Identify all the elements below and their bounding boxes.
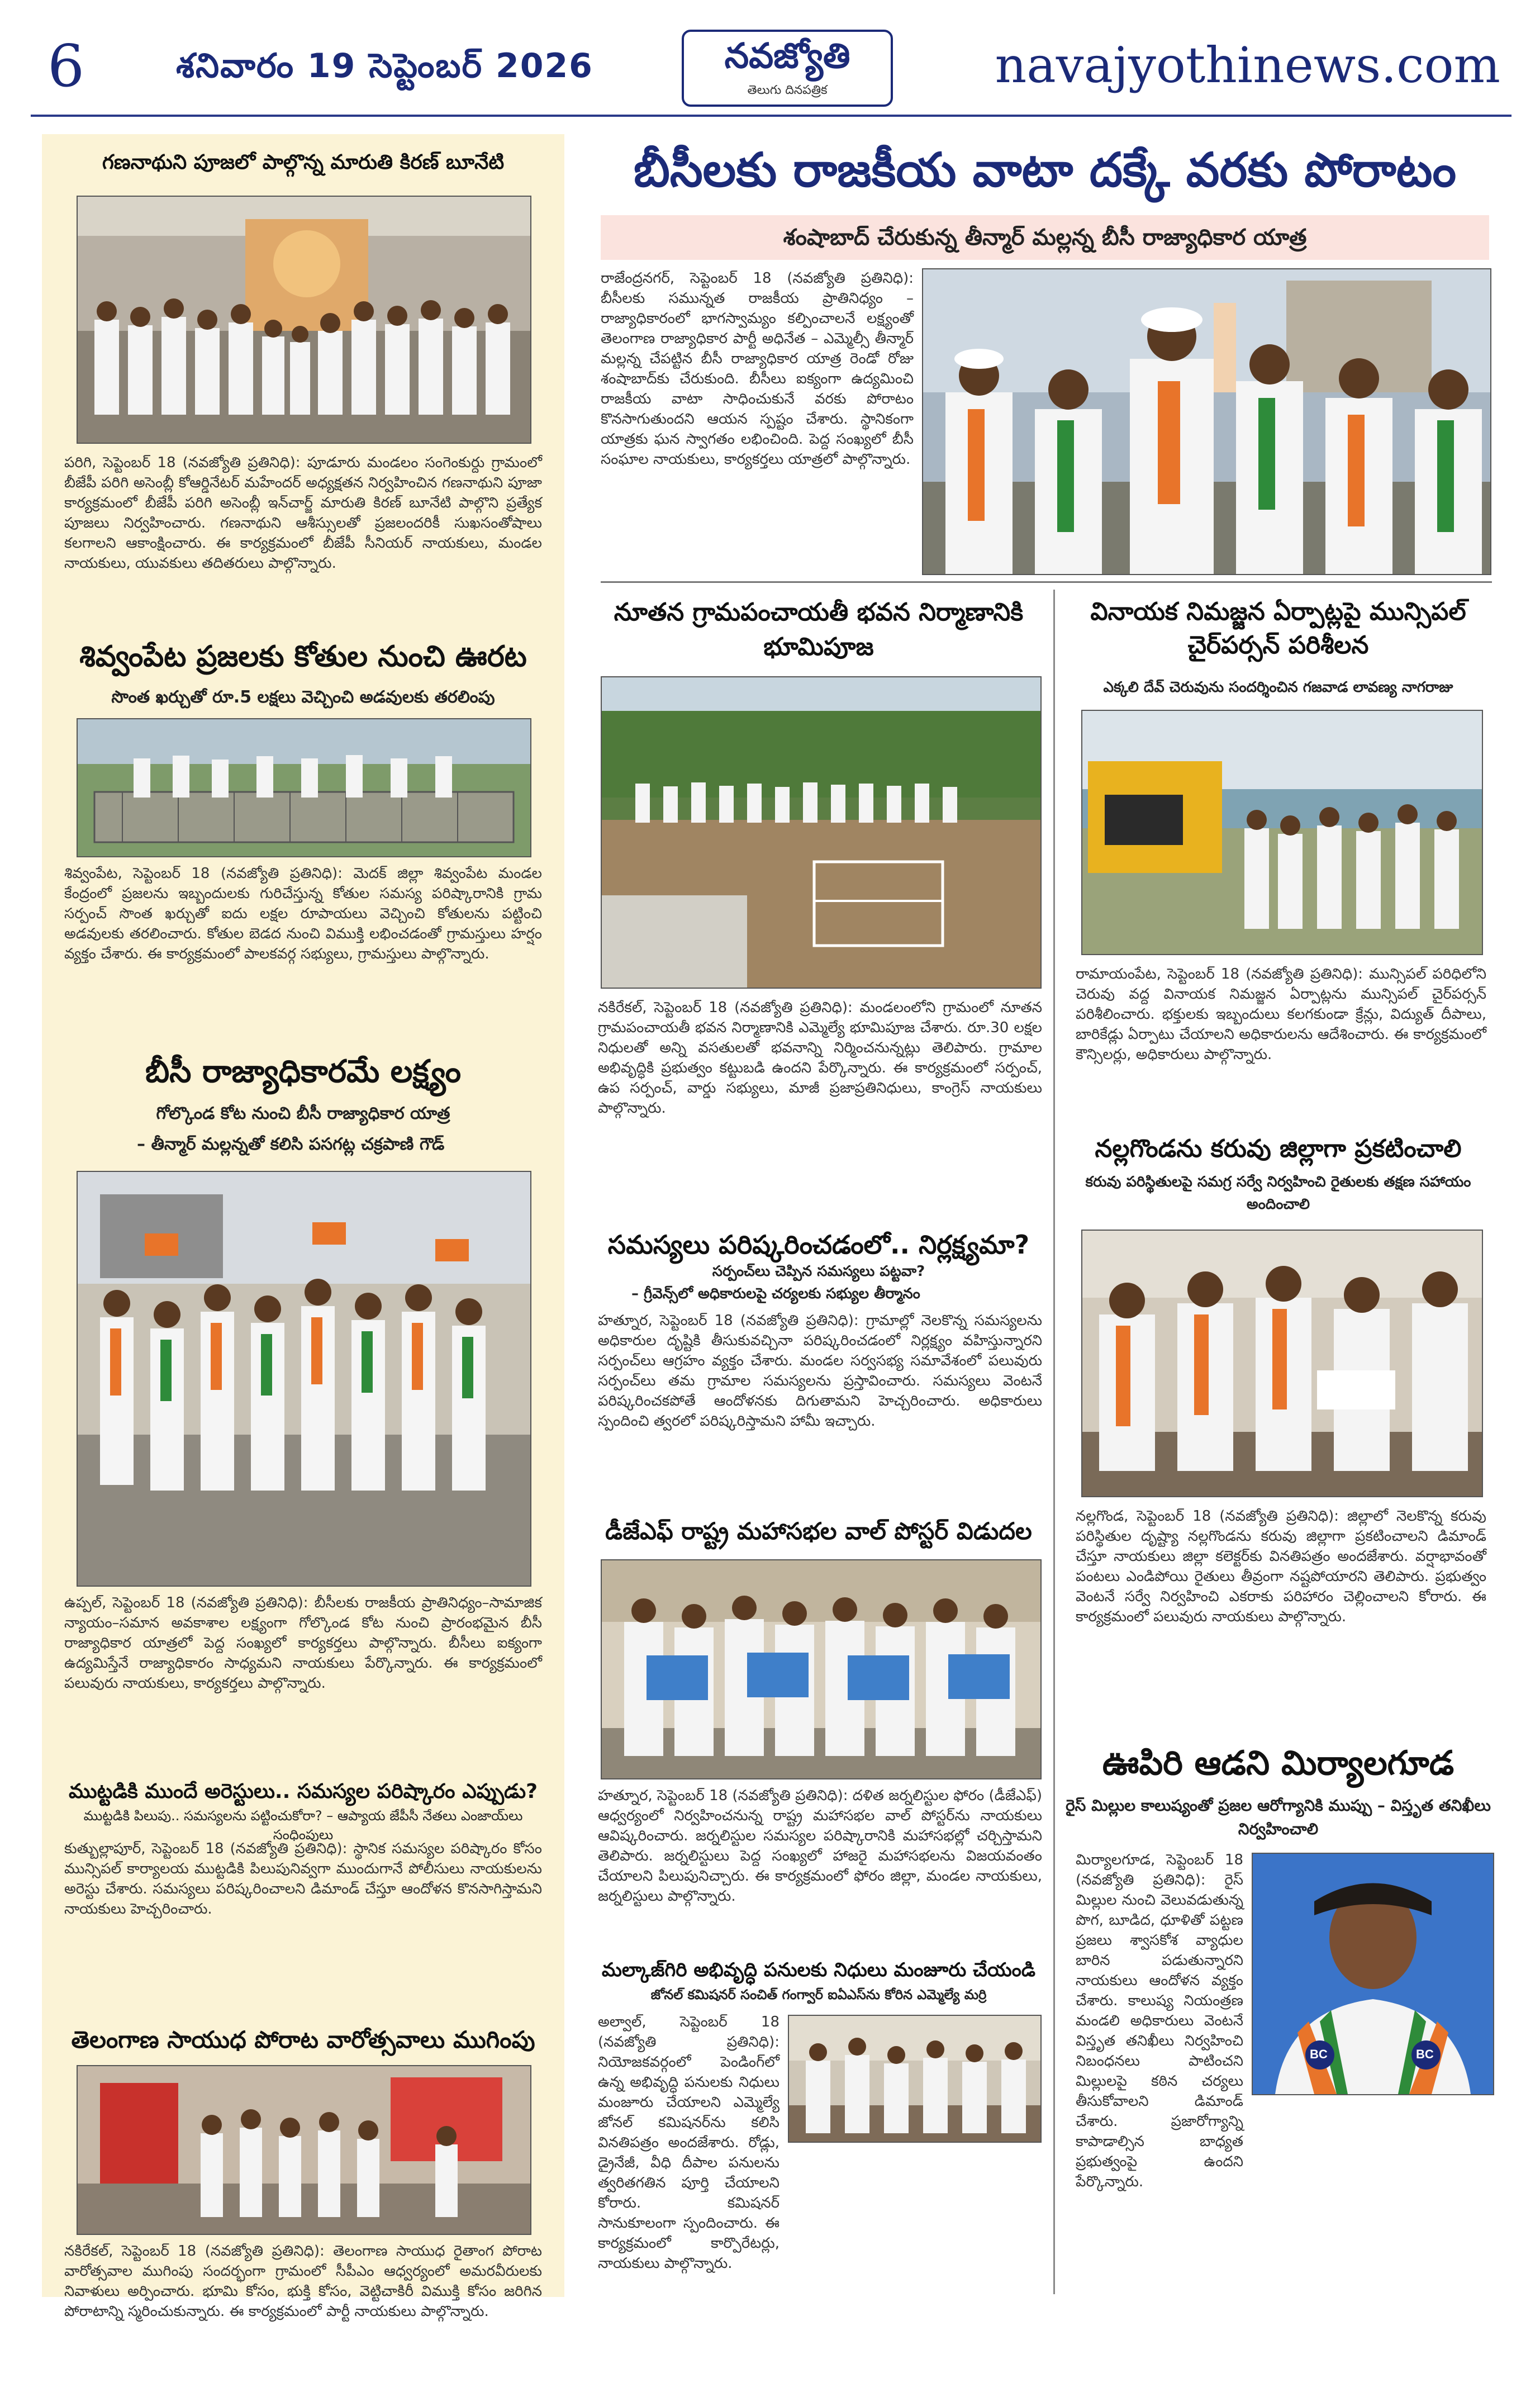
- panchayat-bhoomi-puja-photo: [601, 676, 1042, 989]
- portrait-photo: [1252, 1853, 1494, 2095]
- newspaper-logo[interactable]: [682, 30, 893, 107]
- left-story1-body: పరిగి, సెప్టెంబర్ 18 (నవజ్యోతి ప్రతినిధి): పూడూరు మండలం సంగెంకుర్దు గ్రామంలో బీజేపీ పరిగి అసెంబ్లీ కోఆర్డినేటర్ మహేందర్ అధ్యక్షతన నిర్వహించిన గణనాథుని పూజా కార్యక్రమంలో బీజేపీ పరిగి అసెంబ్లీ ఇన్‌చార్జ్ మారుతి కిరణ్ బూనేటి పాల్గొని ప్రత్యేక పూజలు నిర్వహించారు. గణనాథుని ఆశీస్సులతో ప్రజలందరికీ సుఖసంతోషాలు కలగాలని ఆకాంక్షించారు. ఈ కార్యక్రమంలో బీజేపీ సీనియర్ నాయకులు, మండల నాయకులు, యువకులు తదితరులు పాల్గొన్నారు.: [64, 454, 542, 572]
- left-story4-subhead: ముట్టడికి పిలుపు.. సమస్యలను పట్టించుకోరా? – ఆప్యాయ జేపీసీ నేతలు ఎంజాయ్‌లు సంధింపులు: [83, 1808, 523, 1843]
- right-story2-body: నల్లగొండ, సెప్టెంబర్ 18 (నవజ్యోతి ప్రతినిధి): జిల్లాలో నెలకొన్న కరువు పరిస్థితుల దృష్ట్యా నల్లగొండను కరువు జిల్లాగా ప్రకటించాలని డిమాండ్ చేస్తూ నాయకులు జిల్లా కలెక్టర్‌కు వినతిపత్రం అందజేశారు. వర్షాభావంతో పంటలు ఎండిపోయి రైతులు తీవ్రంగా నష్టపోయారని తెలిపారు. ప్రభుత్వం వెంటనే సర్వే నిర్వహించి ఎకరాకు పరిహారం చెల్లించాలని కోరారు. ఈ కార్యక్రమంలో పలువురు నాయకులు పాల్గొన్నారు.: [1076, 1508, 1486, 1625]
- right-story3-subhead: రైస్ మిల్లుల కాలుష్యంతో ప్రజల ఆరోగ్యానికి ముప్పు – విస్తృత తనిఖీలు నిర్వహించాలి: [1066, 1796, 1491, 1838]
- bc-badge-left: BC: [1310, 2047, 1328, 2061]
- mid-story2-byline: – గ్రీవెన్స్‌లో అధికారులపై చర్యలకు సభ్యుల తీర్మానం: [631, 1285, 920, 1302]
- lead-subhead: శంషాబాద్ చేరుకున్న తీన్మార్ మల్లన్న బీసీ రాజ్యాధికార యాత్ర: [601, 215, 1489, 260]
- mid-story2-subhead: సర్పంచ్‌లు చెప్పిన సమస్యలు పట్టవా?: [712, 1263, 925, 1280]
- lead-rally-photo: [922, 268, 1491, 575]
- djf-poster-release-photo: [601, 1559, 1042, 1779]
- left-story2-subhead: సొంత ఖర్చుతో రూ.5 లక్షలు వెచ్చించి అడవులకు తరలింపు: [111, 687, 495, 707]
- monkey-relocation-photo: [77, 718, 531, 857]
- left-story1-headline: గణనాథుని పూజలో పాల్గొన్న మారుతి కిరణ్ బూనేటి: [102, 151, 505, 174]
- immersion-inspection-photo: [1081, 710, 1483, 955]
- left-story3-subhead: గోల్కొండ కోట నుంచి బీసీ రాజ్యాధికార యాత్ర: [156, 1104, 450, 1123]
- bc-yatra-photo: [77, 1171, 531, 1587]
- mid-story3-headline: డీజేఎఫ్ రాష్ట్ర మహాసభల వాల్ పోస్టర్ విడుదల: [605, 1517, 1032, 1545]
- right-story2-headline: నల్లగొండను కరువు జిల్లాగా ప్రకటించాలి: [1095, 1135, 1462, 1163]
- left-story5-body: నకిరేకల్, సెప్టెంబర్ 18 (నవజ్యోతి ప్రతినిధి): తెలంగాణ సాయుధ రైతాంగ పోరాట వారోత్సవాల ముగింపు సందర్భంగా గ్రామంలో సీపీఎం ఆధ్వర్యంలో అమరవీరులకు నివాళులు అర్పించారు. భూమి కోసం, భుక్తి కోసం, వెట్టిచాకిరీ విముక్తి కోసం జరిగిన పోరాటాన్ని స్మరించుకున్నారు. ఈ కార్యక్రమంలో పార్టీ నాయకులు పాల్గొన్నారు.: [64, 2243, 542, 2320]
- left-story5-headline: తెలంగాణ సాయుధ పోరాట వారోత్సవాలు ముగింపు: [71, 2026, 535, 2053]
- lead-headline: బీసీలకు రాజకీయ వాటా దక్కే వరకు పోరాటం: [633, 143, 1457, 197]
- issue-date: శనివారం 19 సెప్టెంబర్ 2026: [176, 46, 593, 86]
- left-story2-body: శివ్వంపేట, సెప్టెంబర్ 18 (నవజ్యోతి ప్రతినిధి): మెదక్ జిల్లా శివ్వంపేట మండల కేంద్రంలో ప్రజలను ఇబ్బందులకు గురిచేస్తున్న కోతుల సమస్య పరిష్కారానికి గ్రామ సర్పంచ్ సొంత ఖర్చుతో ఐదు లక్షల రూపాయలు వెచ్చించి కోతులను పట్టించి అడవులకు తరలించారు. కోతుల బెడద నుంచి విముక్తి లభించడంతో గ్రామస్తులు హర్షం వ్యక్తం చేశారు. ఈ కార్యక్రమంలో పాలకవర్గ సభ్యులు, గ్రామస్తులు పాల్గొన్నారు.: [64, 865, 542, 962]
- right-story1-headline: వినాయక నిమజ్జన ఏర్పాట్లపై మున్సిపల్ చైర్‌పర్సన్ పరిశీలన: [1090, 597, 1466, 659]
- mid-story2-body: హత్నూర, సెప్టెంబర్ 18 (నవజ్యోతి ప్రతినిధి): గ్రామాల్లో నెలకొన్న సమస్యలను అధికారుల దృష్టికి తీసుకువచ్చినా పరిష్కరించడంలో నిర్లక్ష్యం వహిస్తున్నారని సర్పంచ్‌లు ఆగ్రహం వ్యక్తం చేశారు. మండల సర్వసభ్య సమావేశంలో పలువురు సర్పంచ్‌లు తమ గ్రామాల సమస్యలను ప్రస్తావించారు. సమస్యలు వెంటనే పరిష్కరించకపోతే ఆందోళనకు దిగుతామని హెచ్చరించారు. అధికారులు స్పందించి త్వరలో పరిష్కరిస్తామని హామీ ఇచ్చారు.: [598, 1312, 1042, 1430]
- mid-story4-subhead: జోనల్ కమిషనర్ సంచిత్ గంగ్వార్ ఐఏఎస్‌ను కోరిన ఎమ్మెల్యే మర్రి: [650, 1987, 987, 2002]
- website-link[interactable]: navajyothinews.com: [995, 36, 1500, 94]
- right-story2-subhead: కరువు పరిస్థితులపై సమగ్ర సర్వే నిర్వహించి రైతులకు తక్షణ సహాయం అందించాలి: [1085, 1174, 1471, 1213]
- left-story3-headline: బీసీ రాజ్యాధికారమే లక్ష్యం: [145, 1053, 462, 1090]
- mid-story4-body: అల్వాల్, సెప్టెంబర్ 18 (నవజ్యోతి ప్రతినిధి): నియోజకవర్గంలో పెండింగ్‌లో ఉన్న అభివృద్ధి పనులకు నిధులు మంజూరు చేయాలని ఎమ్మెల్యే జోనల్ కమిషనర్‌ను కలిసి వినతిపత్రం అందజేశారు. రోడ్లు, డ్రైనేజీ, వీధి దీపాల పనులను త్వరితగతిన పూర్తి చేయాలని కోరారు. కమిషనర్ సానుకూలంగా స్పందించారు. ఈ కార్యక్రమంలో కార్పొరేటర్లు, నాయకులు పాల్గొన్నారు.: [598, 2014, 779, 2272]
- page-header: [31, 20, 1512, 117]
- mid-story4-headline: మల్కాజ్‌గిరి అభివృద్ధి పనులకు నిధులు మంజూరు చేయండి: [601, 1959, 1036, 1981]
- left-story3-body: ఉప్పల్, సెప్టెంబర్ 18 (నవజ్యోతి ప్రతినిధి): బీసీలకు రాజకీయ ప్రాతినిధ్యం–సామాజిక న్యాయం–సమాన అవకాశాల లక్ష్యంగా గోల్కొండ కోట నుంచి ప్రారంభమైన బీసీ రాజ్యాధికార యాత్రలో పెద్ద సంఖ్యలో కార్యకర్తలు పాల్గొన్నారు. బీసీలు ఐక్యంగా ఉద్యమిస్తేనే రాజ్యాధికారం సాధ్యమని నాయకులు పేర్కొన్నారు. ఈ కార్యక్రమంలో పలువురు నాయకులు, కార్యకర్తలు పాల్గొన్నారు.: [64, 1594, 542, 1692]
- left-column: [42, 134, 564, 2320]
- mid-story3-body: హత్నూర, సెప్టెంబర్ 18 (నవజ్యోతి ప్రతినిధి): దళిత జర్నలిస్టుల ఫోరం (డీజేఎఫ్) ఆధ్వర్యంలో నిర్వహించనున్న రాష్ట్ర మహాసభల వాల్ పోస్టర్‌ను నాయకులు ఆవిష్కరించారు. జర్నలిస్టుల సమస్యల పరిష్కారానికి మహాసభల్లో చర్చిస్తామని తెలిపారు. జర్నలిస్టులు పెద్ద సంఖ్యలో హాజరై మహాసభలను విజయవంతం చేయాలని పిలుపునిచ్చారు. ఈ కార్యక్రమంలో ఫోరం జిల్లా, మండల నాయకులు, జర్నలిస్టులు పాల్గొన్నారు.: [598, 1787, 1042, 1905]
- cpm-memorial-photo: [77, 2065, 531, 2235]
- page-number: 6: [47, 32, 85, 100]
- logo-name: నవజ్యోతి: [724, 35, 850, 76]
- logo-tagline: తెలుగు దినపత్రిక: [747, 83, 828, 97]
- ganesh-puja-photo: [77, 196, 531, 444]
- mid-story1-body: నకిరేకల్, సెప్టెంబర్ 18 (నవజ్యోతి ప్రతినిధి): మండలంలోని గ్రామంలో నూతన గ్రామపంచాయతీ భవన నిర్మాణానికి ఎమ్మెల్యే భూమిపూజ చేశారు. రూ.30 లక్షల నిధులతో అన్ని వసతులతో భవనాన్ని నిర్మించనున్నట్లు తెలిపారు. గ్రామాల అభివృద్ధికి ప్రభుత్వం కట్టుబడి ఉందని పేర్కొన్నారు. ఈ కార్యక్రమంలో సర్పంచ్, ఉప సర్పంచ్, వార్డు సభ్యులు, మాజీ ప్రజాప్రతినిధులు, కాంగ్రెస్ నాయకులు పాల్గొన్నారు.: [598, 999, 1042, 1117]
- commissioner-meeting-photo: [788, 2015, 1042, 2143]
- left-story3-byline: – తీన్మార్ మల్లన్నతో కలిసి పసగట్ల చక్రపాణి గౌడ్: [137, 1135, 445, 1154]
- right-story1-body: రామాయంపేట, సెప్టెంబర్ 18 (నవజ్యోతి ప్రతినిధి): మున్సిపల్ పరిధిలోని చెరువు వద్ద వినాయక నిమజ్జన ఏర్పాట్లను మున్సిపల్ చైర్‌పర్సన్ పరిశీలించారు. భక్తులకు ఇబ్బందులు కలగకుండా క్రేన్లు, విద్యుత్ దీపాలు, బారికేడ్లు ఏర్పాటు చేయాలని అధికారులను ఆదేశించారు. ఈ కార్యక్రమంలో కౌన్సిలర్లు, అధికారులు పాల్గొన్నారు.: [1076, 966, 1486, 1063]
- right-story1-subhead: ఎక్కలి దేవ్ చెరువును సందర్శించిన గజవాడ లావణ్య నాగరాజు: [1103, 679, 1453, 696]
- left-story4-body: కుత్బుల్లాపూర్, సెప్టెంబర్ 18 (నవజ్యోతి ప్రతినిధి): స్థానిక సమస్యల పరిష్కారం కోసం మున్సిపల్ కార్యాలయ ముట్టడికి పిలుపునివ్వగా ముందుగానే పోలీసులు నాయకులను అరెస్టు చేశారు. సమస్యలు పరిష్కరించాలని డిమాండ్ చేస్తూ ఆందోళన కొనసాగిస్తామని నాయకులు హెచ్చరించారు.: [64, 1840, 542, 1918]
- mid-story2-headline: సమస్యలు పరిష్కరించడంలో.. నిర్లక్ష్యమా?: [607, 1230, 1030, 1260]
- left-story2-headline: శివ్వంపేట ప్రజలకు కోతుల నుంచి ఊరట: [79, 640, 527, 673]
- lead-body: రాజేంద్రనగర్, సెప్టెంబర్ 18 (నవజ్యోతి ప్రతినిధి): బీసీలకు సమున్నత రాజకీయ ప్రాతినిధ్యం – రాజ్యాధికారంలో భాగస్వామ్యం కల్పించాలనే లక్ష్యంతో తెలంగాణ రాజ్యాధికార పార్టీ అధినేత – ఎమ్మెల్సీ తీన్మార్ మల్లన్న చేపట్టిన బీసీ రాజ్యాధికార యాత్ర రెండో రోజు శంషాబాద్‌కు చేరుకుంది. బీసీలు ఐక్యంగా ఉద్యమించి రాజకీయ వాటా సాధించుకునే వరకు పోరాటం కొనసాగుతుందని ఆయన స్పష్టం చేశారు. స్థానికంగా యాత్రకు ఘన స్వాగతం లభించింది. పెద్ద సంఖ్యలో బీసీ సంఘాల నాయకులు, కార్యకర్తలు యాత్రలో పాల్గొన్నారు.: [601, 270, 914, 468]
- bc-badge-right: BC: [1416, 2047, 1434, 2061]
- drought-memorandum-photo: [1081, 1230, 1483, 1497]
- right-story3-body: మిర్యాలగూడ, సెప్టెంబర్ 18 (నవజ్యోతి ప్రతినిధి): రైస్ మిల్లుల నుంచి వెలువడుతున్న పొగ, బూడిద, ధూళితో పట్టణ ప్రజలు శ్వాసకోశ వ్యాధుల బారిన పడుతున్నారని నాయకులు ఆందోళన వ్యక్తం చేశారు. కాలుష్య నియంత్రణ మండలి అధికారులు వెంటనే విస్తృత తనిఖీలు నిర్వహించి నిబంధనలు పాటించని మిల్లులపై కఠిన చర్యలు తీసుకోవాలని డిమాండ్ చేశారు. ప్రజారోగ్యాన్ని కాపాడాల్సిన బాధ్యత ప్రభుత్వంపై ఉందని పేర్కొన్నారు.: [1076, 1852, 1243, 2190]
- right-story3-headline: ఊపిరి ఆడని మిర్యాలగూడ: [1102, 1744, 1455, 1783]
- lead-divider: [601, 581, 1492, 583]
- column-divider: [1053, 590, 1055, 2294]
- left-story4-headline: ముట్టడికి ముందే అరెస్టులు.. సమస్యల పరిష్కారం ఎప్పుడు?: [69, 1780, 538, 1803]
- mid-story1-headline: నూతన గ్రామపంచాయతీ భవన నిర్మాణానికి భూమిపూజ: [614, 598, 1024, 661]
